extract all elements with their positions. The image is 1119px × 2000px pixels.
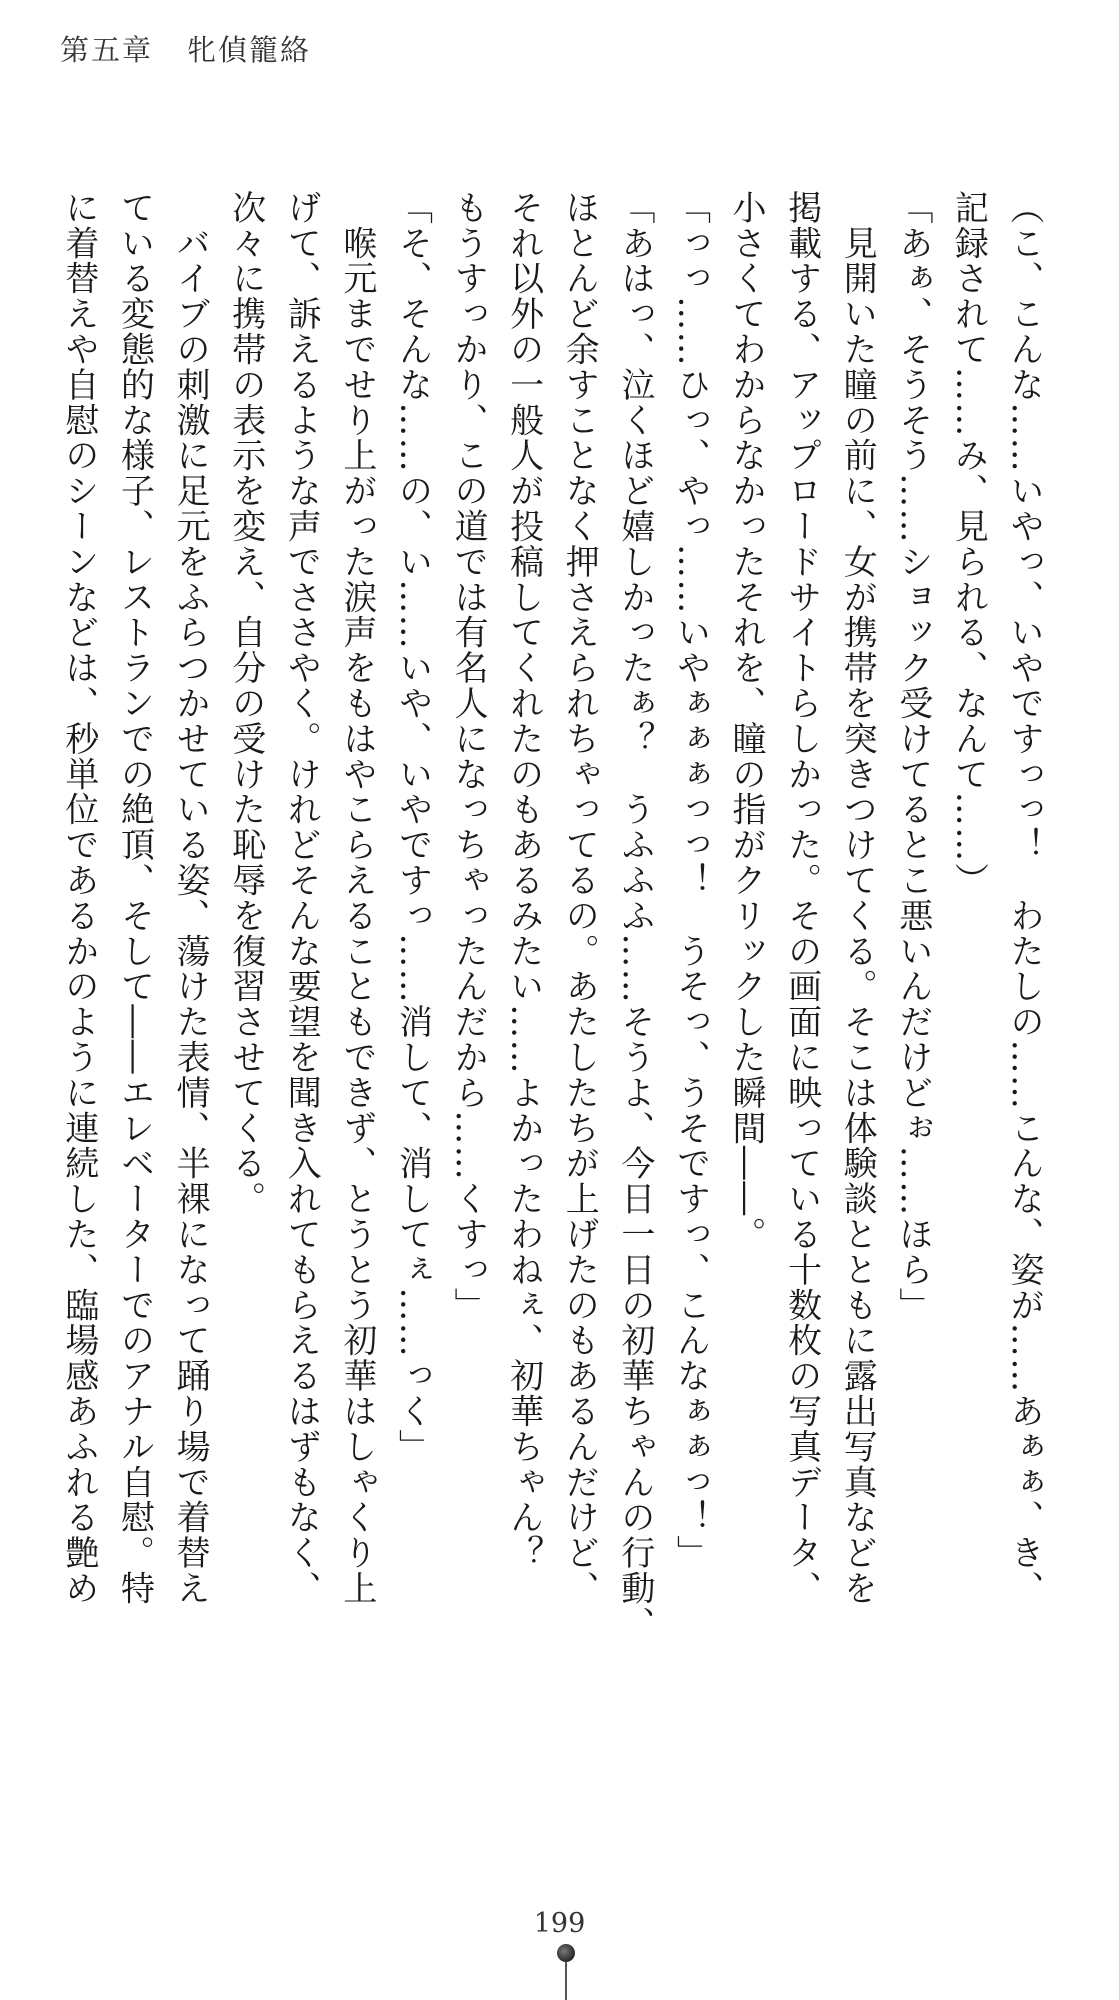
text-line: に着替えや自慰のシーンなどは、秒単位であるかのように連続した、臨場感あふれる艶め	[58, 190, 99, 1606]
chapter-label: 第五章	[60, 33, 154, 67]
text-line: もうすっかり、この道では有名人になっちゃったんだから……くすっ」	[448, 190, 489, 1323]
text-line: それ以外の一般人が投稿してくれたのもあるみたい……よかったわねぇ、初華ちゃん？	[503, 190, 544, 1571]
text-line: 小さくてわからなかったそれを、瞳の指がクリックした瞬間――。	[726, 190, 767, 1252]
text-line: 「あぁ、そうそう……ショック受けてるとこ悪いんだけどぉ……ほら」	[892, 190, 933, 1323]
text-line: ほとんど余すことなく押さえられちゃってるの。あたしたちが上げたのもあるんだけど、	[559, 190, 600, 1606]
text-line: げて、訴えるような声でささやく。けれどそんな要望を聞き入れてもらえるはずもなく、	[281, 190, 322, 1606]
text-line: 喉元までせり上がった涙声をもはやこらえることもできず、とうとう初華はしゃくり上	[336, 190, 377, 1606]
text-line: 「そ、そんな……の、い……いや、いやですっ……消して、消してぇ……っく」	[392, 190, 433, 1465]
text-line: 記録されて……み、見られる、なんて……）	[948, 190, 989, 898]
text-line: ている変態的な様子、レストランでの絶頂、そして――エレベーターでのアナル自慰。特	[114, 190, 155, 1606]
text-line: 「あはっ、泣くほど嬉しかったぁ？ うふふふ……そうよ、今日一日の初華ちゃんの行動、	[614, 190, 655, 1642]
text-line: 掲載する、アップロードサイトらしかった。その画面に映っている十数枚の写真データ、	[781, 190, 822, 1606]
text-line: （こ、こんな……いやっ、いやですっっ！ わたしの……こんな、姿が……あぁぁ、き、	[1004, 190, 1044, 1606]
text-line: バイブの刺激に足元をふらつかせている姿、蕩けた表情、半裸になって踊り場で着替え	[170, 190, 211, 1606]
ornament-stem	[565, 1962, 567, 2000]
chapter-title: 牝偵籠絡	[187, 33, 312, 67]
ornament-dot	[557, 1944, 575, 1962]
text-line: 次々に携帯の表示を変え、自分の受けた恥辱を復習させてくる。	[225, 190, 266, 1217]
text-line: 「っっ……ひっ、やっ……いやぁぁぁっっ！ うそっ、うそですっ、こんなぁぁっ！」	[670, 190, 711, 1571]
page-number: 199	[533, 1908, 586, 1939]
vertical-body-text	[50, 190, 1051, 1642]
running-header	[60, 28, 311, 69]
text-line: 見開いた瞳の前に、女が携帯を突きつけてくる。そこは体験談とともに露出写真などを	[837, 190, 878, 1606]
